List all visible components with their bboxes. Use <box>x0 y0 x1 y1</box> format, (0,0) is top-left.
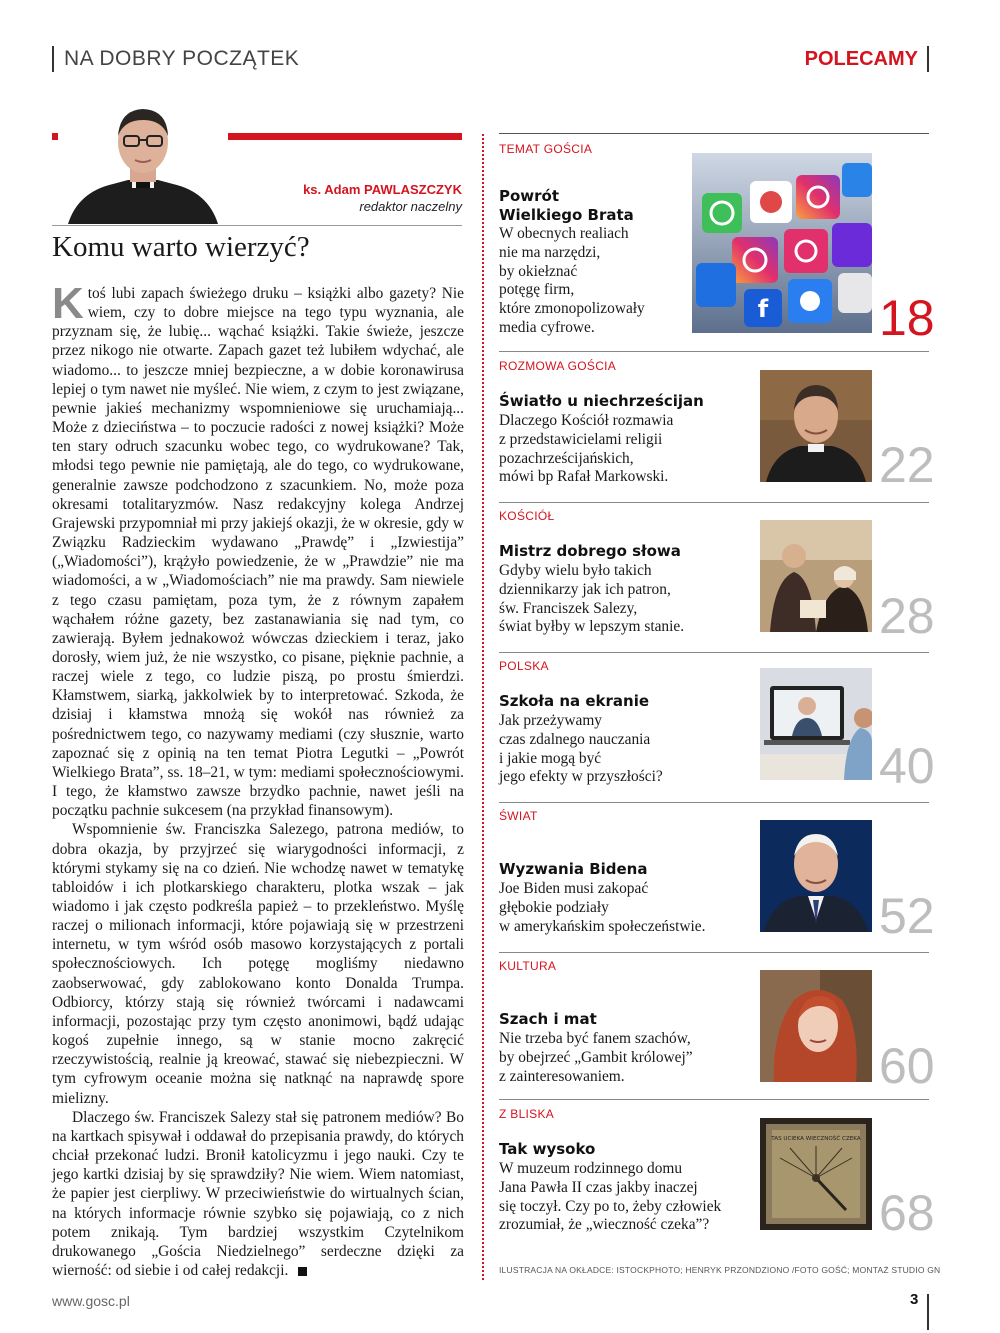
editorial-body <box>52 279 465 1280</box>
toc-description <box>499 712 663 787</box>
toc-desc-line: potęgę firm, <box>499 281 575 299</box>
toc-title-line: Wielkiego Brata <box>499 206 634 224</box>
toc-desc-line: w amerykańskim społeczeństwie. <box>499 917 706 935</box>
toc-desc-line: jego efekty w przyszłości? <box>499 768 663 786</box>
remote-lesson-image <box>760 668 872 780</box>
toc-category: TEMAT GOŚCIA <box>499 142 593 156</box>
dotted-column-divider <box>482 134 484 1280</box>
bishop-portrait-image <box>760 370 872 482</box>
author-name: ks. Adam PAWLASZCZYK <box>303 182 462 197</box>
toc-entry-z-bliska[interactable] <box>499 1100 935 1250</box>
toc-title <box>499 187 634 225</box>
toc-desc-line: się toczył. Czy po to, żeby człowiek <box>499 1197 722 1215</box>
toc-title <box>499 392 704 411</box>
toc-desc-line: zrozumiał, że „wieczność czeka”? <box>499 1216 710 1234</box>
toc-desc-line: by okiełznać <box>499 262 578 280</box>
toc-desc-line: św. Franciszek Salezy, <box>499 599 638 617</box>
toc-desc-line: Jana Pawła II czas jakby inaczej <box>499 1178 698 1196</box>
toc-desc-line: pozachrześcijańskich, <box>499 449 634 467</box>
toc-title-line: Szach i mat <box>499 1010 597 1028</box>
editorial-paragraph <box>52 279 465 820</box>
toc-category: ROZMOWA GOŚCIA <box>499 359 617 373</box>
toc-title <box>499 860 647 879</box>
toc-entry-polska[interactable] <box>499 653 935 802</box>
toc-title-line: Wyzwania Bidena <box>499 860 648 878</box>
sundial-inscription: TAS UCIEKA WIECZNOŚĆ CZEKA <box>771 1136 861 1142</box>
recommend-label: POLECAMY <box>804 48 918 70</box>
social-media-cubes-image <box>692 153 872 333</box>
toc-entry-swiat[interactable] <box>499 803 935 952</box>
author-block <box>303 182 462 214</box>
toc-desc-line: i jakie mogą być <box>499 749 602 767</box>
toc-desc-line: świat byłby w lepszym stanie. <box>499 618 685 636</box>
header-rule-right <box>927 46 929 72</box>
paragraph-text: Dlaczego św. Franciszek Salezy stał się patronem mediów? Bo na kartkach spisywał i oddawał do przepisania prawdy, do których chciał przekonać ludzi. Bronił katolicyzmu i jego nauki. Czy te jego kartki dzisiaj by się sprawdziły? Nie wiem. Wiem natomiast, że papier jest cierpliwy. W przeciwieństwie do wirtualnych ścian, na których informacje równie szybko się pojawiają, co z nich potem znikają. Tym bardziej wszystkim Czytelnikom drukowanego „Gościa Niedzielnego” serdeczne dzięki za wierność: od siebie i od całej redakcji. <box>52 1108 464 1279</box>
toc-description <box>499 1160 721 1235</box>
toc-entry-rozmowa-goscia[interactable] <box>499 352 935 502</box>
toc-category: ŚWIAT <box>499 809 538 823</box>
toc-category: KOŚCIÓŁ <box>499 509 555 523</box>
toc-entry-kultura[interactable] <box>499 953 935 1099</box>
toc-title <box>499 692 649 711</box>
toc-category: Z BLISKA <box>499 1107 555 1121</box>
toc-page-number: 68 <box>879 1185 935 1241</box>
toc-desc-line: W obecnych realiach <box>499 225 629 242</box>
toc-title <box>499 1140 595 1159</box>
toc-desc-line: Nie trzeba być fanem szachów, <box>499 1030 691 1047</box>
toc-title-line: Tak wysoko <box>499 1140 596 1158</box>
toc-desc-line: dziennikarzy jak ich patron, <box>499 580 671 598</box>
end-mark-icon <box>298 1267 307 1276</box>
editorial-headline: Komu warto wierzyć? <box>52 231 310 263</box>
sundial-image <box>760 1118 872 1230</box>
toc-description <box>499 225 645 338</box>
footer-url-link[interactable]: www.gosc.pl <box>52 1293 130 1309</box>
queens-gambit-image <box>760 970 872 1082</box>
toc-description <box>499 880 705 936</box>
toc-page-number: 52 <box>879 888 935 944</box>
toc-title-line: Szkoła na ekranie <box>499 692 650 710</box>
toc-title-line: Powrót <box>499 187 560 205</box>
editorial-paragraph <box>52 820 464 1107</box>
toc-page-number: 18 <box>879 290 935 346</box>
svg-text:f: f <box>757 295 769 323</box>
paragraph-text: Wspomnienie św. Franciszka Salezego, patrona mediów, to dobra okazja, by przyjrzeć się wiarygodności informacji, z którymi stykamy się na co dzień. Nie wchodzę nawet w tematykę tabloidów i ich plotkarskiego charakteru, plotka wszak – jak wiadomo i jak często podkreśla papież – to przekleństwo. Myślę raczej o milionach informacji, które pojawiają się w przestrzeni internetu, w tym wśród osób masowo korzystających z portali społecznościowych. Ich potęgę mogliśmy niedawno zaobserwować, gdy zablokowano konto Donalda Trumpa. Odbiorcy, którzy stają się również twórcami i nadawcami informacji, pozostając przy tym często anonimowi, bądź udając kogoś zupełnie innego, są w stanie mocno zakręcić rzeczywistością, realnie ją kreować, stawać się niebezpieczni. W tym cyfrowym oceanie można się natknąć na naprawdę spore mielizny. <box>52 821 464 1107</box>
paragraph-text: toś lubi zapach świeżego druku – książki albo gazety? Nie wiem, czy to dobre miejsce na tego typu wyznania, ale przyznam się, że lubię... wąchać książki. Takie świeże, jeszcze przez nikogo nie otwarte. Zapach gazet też lubiłem wdychać, ale wiadomo... to jeszcze mniej bezpieczne, a w dobie koronawirusa lepiej o tym nawet nie myśleć. Nie wiem, z czym to jest związane, pewnie jakieś mechanizmy wspomnieniowe się uruchamiają... Może z dzieciństwa – to poczucie radości z nowej książki? Może ten stary odruch szacunku wobec tego, co wydrukowane? Tak, młodsi tego pewnie nie pamiętają, ale do tego, co wydrukowane, generalnie zawsze podchodzono z szacunkiem. No, może poza okresami totalitaryzmów. Nasz redakcyjny kolega Andrzej Grajewski przypomniał mi przy jakiejś okazji, że w okresie, gdy w Związku Radzieckim wydawano „Prawdę” i „Izwiestija” („Wiadomości”), krążyło powiedzenie, że w „Prawdzie” nie ma wiadomości, a w „Wiadomościach” nie ma prawdy. Sam niewiele z tego czasu pamiętam, poza tym, że z równym zapałem wąchałem różne gazety, bez zastanawiania się nad tym, co zawierają. Byłem jednakowoż wówczas dzieckiem i teraz, jako dorosły, wiem już, że nie wszystko, co pisane, pięknie pachnie, a raczej wiele z tego, co ludzie piszą, po prostu śmierdzi. Kłamstwem, siarką, jakkolwiek by to interpretować. Szkoda, że dzisiaj i kłamstwa mnożą się wokół nas również za pośrednictwem tego, co nazywamy mediami (czy słusznie, warto zapoznać się z opinią na ten temat Piotra Legutki – „Powrót Wielkiego Brata”, ss. 18–21, w tym: mediami społecznościowymi. I tego, że kłamstwo zawsze brzydko pachnie, nawet jeśli na początku pachnie sukcesem (na przykład finansowym). <box>52 285 465 820</box>
toc-description <box>499 412 673 487</box>
toc-desc-line: głębokie podziały <box>499 898 609 916</box>
toc-desc-line: nie ma narzędzi, <box>499 243 601 261</box>
toc-desc-line: Gdyby wielu było takich <box>499 562 652 579</box>
toc-title-line: Światło u niechrześcijan <box>499 392 704 410</box>
toc-description <box>499 1030 693 1086</box>
toc-title <box>499 1010 597 1029</box>
biden-portrait-image <box>760 820 872 932</box>
toc-title <box>499 542 681 561</box>
toc-desc-line: które zmonopolizowały <box>499 300 645 318</box>
toc-desc-line: Jak przeżywamy <box>499 712 602 729</box>
header-rule-left <box>52 46 54 72</box>
toc-category: POLSKA <box>499 659 549 673</box>
page-number: 3 <box>910 1291 919 1308</box>
toc-desc-line: czas zdalnego nauczania <box>499 730 651 748</box>
toc-desc-line: z przedstawicielami religii <box>499 430 663 448</box>
toc-desc-line: by obejrzeć „Gambit królowej” <box>499 1048 693 1066</box>
author-role: redaktor naczelny <box>359 199 462 214</box>
footer-rule <box>927 1294 929 1330</box>
toc-page-number: 22 <box>879 437 935 493</box>
toc-entry-temat-goscia[interactable] <box>499 134 935 351</box>
toc-description <box>499 562 684 637</box>
toc-category: KULTURA <box>499 959 557 973</box>
section-title: NA DOBRY POCZĄTEK <box>64 47 300 70</box>
toc-page-number: 40 <box>879 738 935 794</box>
cover-credit: ILUSTRACJA NA OKŁADCE: ISTOCKPHOTO; HENRYK PRZONDZIONO /FOTO GOŚĆ; MONTAŻ STUDIO GN <box>499 1265 941 1275</box>
toc-entry-kosciol[interactable] <box>499 503 935 652</box>
toc-desc-line: Dlaczego Kościół rozmawia <box>499 412 674 429</box>
toc-title-line: Mistrz dobrego słowa <box>499 542 681 560</box>
toc-desc-line: mówi bp Rafał Markowski. <box>499 468 669 486</box>
toc-page-number: 28 <box>879 588 935 644</box>
drop-cap: K <box>52 279 84 328</box>
toc-desc-line: z zainteresowaniem. <box>499 1067 625 1085</box>
editorial-divider <box>52 225 462 226</box>
editorial-paragraph <box>52 1108 464 1280</box>
toc-page-number: 60 <box>879 1038 935 1094</box>
toc-desc-line: media cyfrowe. <box>499 318 595 336</box>
toc-desc-line: W muzeum rodzinnego domu <box>499 1160 683 1177</box>
toc-desc-line: Joe Biden musi zakopać <box>499 880 649 897</box>
saint-painting-image <box>760 520 872 632</box>
author-photo <box>58 100 228 224</box>
